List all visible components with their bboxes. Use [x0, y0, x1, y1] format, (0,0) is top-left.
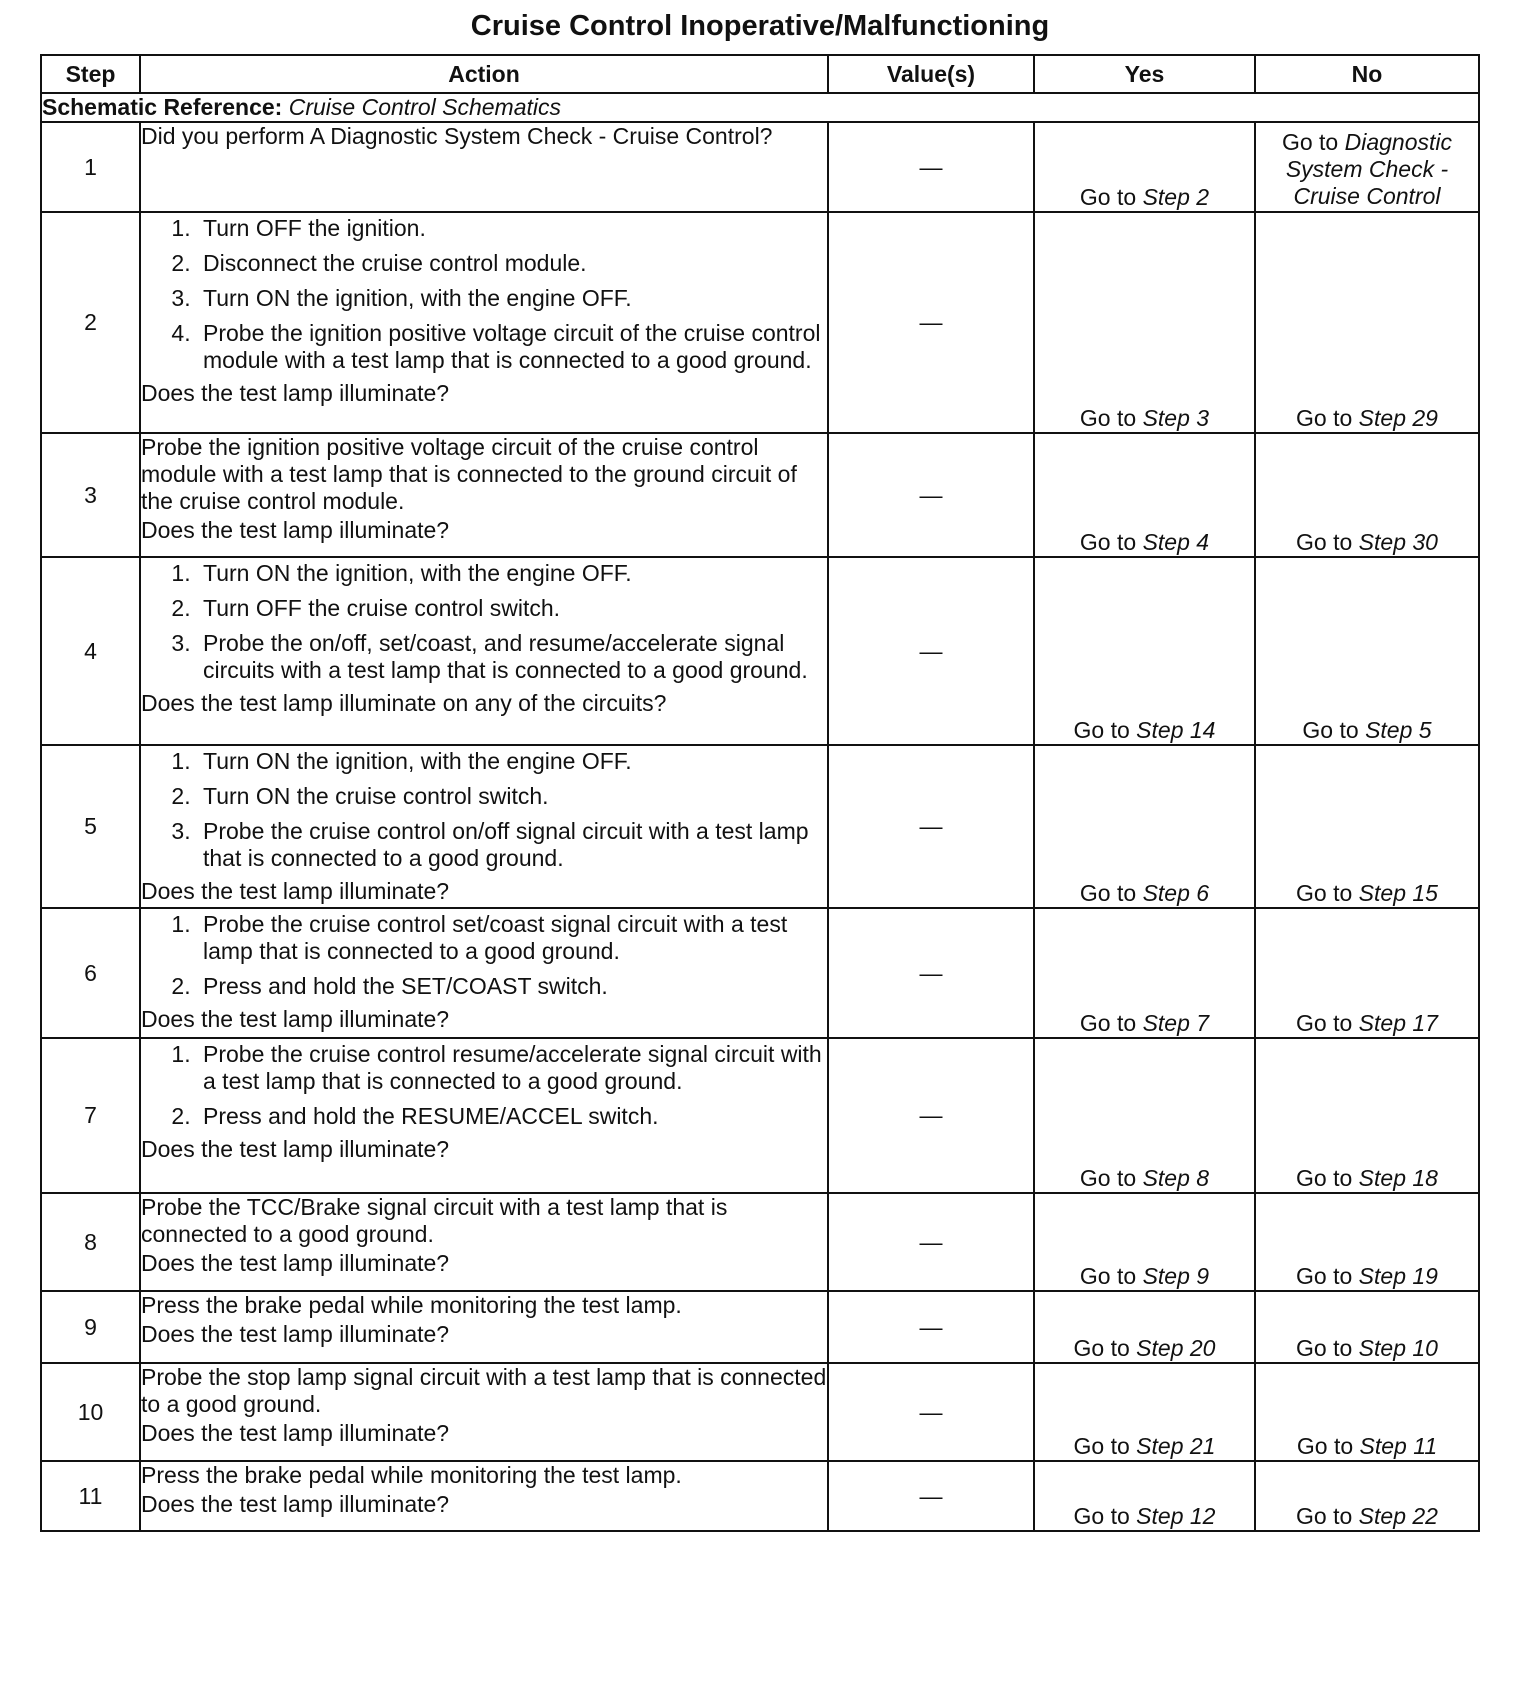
schematic-reference-label: Schematic Reference: — [42, 94, 283, 120]
action-intro: Probe the ignition positive voltage circuit of the cruise control module with a test lamp that is connected to the ground circuit of the cruise control module. — [141, 434, 797, 514]
action-cell — [140, 1291, 828, 1363]
table-row — [41, 122, 1479, 212]
no-goto-prefix: Go to — [1296, 1433, 1360, 1459]
action-question: Does the test lamp illuminate? — [141, 1321, 450, 1347]
yes-goto-target: Step 20 — [1136, 1335, 1216, 1361]
substep-item: 1. Probe the cruise control set/coast signal circuit with a test lamp that is connected to a good ground. — [197, 911, 827, 965]
no-goto-prefix: Go to — [1296, 1010, 1359, 1036]
yes-goto-target: Step 21 — [1136, 1433, 1216, 1459]
substep-list — [141, 215, 827, 374]
value-cell: — — [828, 1038, 1034, 1193]
page-title: Cruise Control Inoperative/Malfunctioning — [470, 10, 1050, 42]
yes-cell — [1034, 212, 1255, 433]
header-step: Step — [41, 55, 140, 93]
substep-item: 2. Turn OFF the cruise control switch. — [197, 595, 827, 622]
yes-goto-target: Step 7 — [1142, 1010, 1210, 1036]
action-question: Does the test lamp illuminate? — [141, 1491, 450, 1517]
action-cell — [140, 557, 828, 745]
step-number: 11 — [41, 1461, 140, 1531]
schematic-reference-value: Cruise Control Schematics — [288, 94, 561, 120]
substep-item: 3. Probe the cruise control on/off signal circuit with a test lamp that is connected to a good ground. — [197, 818, 827, 872]
no-cell — [1255, 557, 1479, 745]
no-cell — [1255, 1038, 1479, 1193]
substep-list — [141, 911, 827, 1000]
no-goto-prefix: Go to — [1302, 717, 1366, 743]
no-cell — [1255, 122, 1479, 212]
no-cell — [1255, 433, 1479, 557]
substep-item: 2. Press and hold the SET/COAST switch. — [197, 973, 827, 1000]
yes-goto-prefix: Go to — [1073, 1503, 1137, 1529]
action-cell — [140, 1193, 828, 1291]
value-cell: — — [828, 1363, 1034, 1461]
table-row — [41, 1193, 1479, 1291]
no-cell — [1255, 908, 1479, 1038]
yes-goto-target: Step 12 — [1136, 1503, 1216, 1529]
action-cell — [140, 433, 828, 557]
no-goto-prefix: Go to — [1296, 1503, 1359, 1529]
action-intro: Did you perform A Diagnostic System Check - Cruise Control? — [141, 123, 773, 149]
yes-goto-target: Step 6 — [1142, 880, 1210, 906]
substep-item: 1. Turn OFF the ignition. — [197, 215, 827, 242]
no-goto-prefix: Go to — [1296, 1263, 1359, 1289]
action-question: Does the test lamp illuminate? — [141, 1420, 450, 1446]
value-cell: — — [828, 1291, 1034, 1363]
no-goto-target: Step 10 — [1358, 1335, 1438, 1361]
yes-goto-target: Step 14 — [1136, 717, 1216, 743]
action-question: Does the test lamp illuminate? — [141, 1006, 450, 1032]
step-number: 9 — [41, 1291, 140, 1363]
no-cell — [1255, 1363, 1479, 1461]
no-goto-prefix: Go to — [1296, 1335, 1359, 1361]
action-cell — [140, 908, 828, 1038]
yes-goto-target: Step 4 — [1142, 529, 1210, 555]
action-intro: Press the brake pedal while monitoring the test lamp. — [141, 1462, 682, 1488]
no-cell — [1255, 212, 1479, 433]
substep-item: 1. Turn ON the ignition, with the engine OFF. — [197, 560, 827, 587]
no-goto-target: Step 17 — [1358, 1010, 1438, 1036]
schematic-reference — [41, 93, 1479, 122]
value-cell: — — [828, 557, 1034, 745]
step-number: 7 — [41, 1038, 140, 1193]
no-cell — [1255, 745, 1479, 908]
no-goto-target: Diagnostic System Check - Cruise Control — [1285, 129, 1453, 209]
substep-item: 1. Turn ON the ignition, with the engine OFF. — [197, 748, 827, 775]
action-question: Does the test lamp illuminate on any of the circuits? — [141, 690, 667, 716]
value-cell: — — [828, 1461, 1034, 1531]
action-intro: Press the brake pedal while monitoring the test lamp. — [141, 1292, 682, 1318]
yes-cell — [1034, 1363, 1255, 1461]
action-question: Does the test lamp illuminate? — [141, 878, 450, 904]
no-goto-target: Step 30 — [1358, 529, 1438, 555]
no-goto-target: Step 29 — [1358, 405, 1438, 431]
table-row — [41, 212, 1479, 433]
yes-goto-target: Step 8 — [1142, 1165, 1210, 1191]
no-goto-prefix: Go to — [1296, 529, 1359, 555]
value-cell: — — [828, 433, 1034, 557]
substep-item: 2. Press and hold the RESUME/ACCEL switch. — [197, 1103, 827, 1130]
yes-cell — [1034, 1038, 1255, 1193]
substep-item: 4. Probe the ignition positive voltage circuit of the cruise control module with a test lamp that is connected to a good ground. — [197, 320, 827, 374]
yes-cell — [1034, 1291, 1255, 1363]
no-goto-target: Step 19 — [1358, 1263, 1438, 1289]
table-row — [41, 1461, 1479, 1531]
action-intro: Probe the stop lamp signal circuit with a test lamp that is connected to a good ground. — [141, 1364, 827, 1417]
yes-cell — [1034, 908, 1255, 1038]
yes-cell — [1034, 433, 1255, 557]
header-no: No — [1255, 55, 1479, 93]
action-cell — [140, 1363, 828, 1461]
step-number: 8 — [41, 1193, 140, 1291]
yes-goto-prefix: Go to — [1079, 405, 1143, 431]
yes-cell — [1034, 1193, 1255, 1291]
yes-goto-prefix: Go to — [1073, 1335, 1137, 1361]
yes-goto-target: Step 3 — [1142, 405, 1210, 431]
no-cell — [1255, 1193, 1479, 1291]
action-question: Does the test lamp illuminate? — [141, 1250, 450, 1276]
table-row — [41, 1038, 1479, 1193]
no-goto-prefix: Go to — [1296, 1165, 1359, 1191]
header-row — [41, 55, 1479, 93]
yes-goto-prefix: Go to — [1079, 1010, 1143, 1036]
no-goto-prefix: Go to — [1296, 880, 1359, 906]
table-row — [41, 745, 1479, 908]
header-yes: Yes — [1034, 55, 1255, 93]
no-goto-target: Step 5 — [1365, 717, 1432, 743]
yes-goto-prefix: Go to — [1079, 529, 1143, 555]
step-number: 10 — [41, 1363, 140, 1461]
table-row — [41, 1363, 1479, 1461]
yes-goto-prefix: Go to — [1073, 717, 1137, 743]
action-cell — [140, 1038, 828, 1193]
yes-cell — [1034, 557, 1255, 745]
yes-goto-prefix: Go to — [1079, 184, 1143, 210]
action-cell — [140, 1461, 828, 1531]
substep-item: 2. Turn ON the cruise control switch. — [197, 783, 827, 810]
substep-item: 2. Disconnect the cruise control module. — [197, 250, 827, 277]
table-row — [41, 1291, 1479, 1363]
step-number: 3 — [41, 433, 140, 557]
no-goto-target: Step 18 — [1358, 1165, 1438, 1191]
no-goto-prefix: Go to — [1296, 405, 1359, 431]
substep-item: 3. Probe the on/off, set/coast, and resume/accelerate signal circuits with a test lamp that is connected to a good ground. — [197, 630, 827, 684]
step-number: 5 — [41, 745, 140, 908]
yes-goto-prefix: Go to — [1073, 1433, 1137, 1459]
yes-cell — [1034, 1461, 1255, 1531]
table-row — [41, 433, 1479, 557]
action-cell — [140, 212, 828, 433]
no-cell — [1255, 1291, 1479, 1363]
value-cell: — — [828, 1193, 1034, 1291]
yes-goto-prefix: Go to — [1079, 880, 1143, 906]
value-cell: — — [828, 212, 1034, 433]
action-question: Does the test lamp illuminate? — [141, 517, 450, 543]
no-goto-target: Step 11 — [1359, 1433, 1438, 1459]
table-row — [41, 908, 1479, 1038]
yes-goto-prefix: Go to — [1079, 1263, 1143, 1289]
substep-list — [141, 748, 827, 872]
yes-cell — [1034, 122, 1255, 212]
header-values: Value(s) — [828, 55, 1034, 93]
yes-goto-target: Step 2 — [1142, 184, 1210, 210]
no-cell — [1255, 1461, 1479, 1531]
step-number: 2 — [41, 212, 140, 433]
substep-list — [141, 1041, 827, 1130]
yes-goto-target: Step 9 — [1142, 1263, 1210, 1289]
diagnostic-table — [40, 54, 1480, 1532]
substep-list — [141, 560, 827, 684]
step-number: 1 — [41, 122, 140, 212]
action-cell — [140, 122, 828, 212]
yes-goto-prefix: Go to — [1079, 1165, 1143, 1191]
no-goto-target: Step 22 — [1358, 1503, 1438, 1529]
no-goto-prefix: Go to — [1281, 129, 1345, 155]
value-cell: — — [828, 908, 1034, 1038]
substep-item: 3. Turn ON the ignition, with the engine OFF. — [197, 285, 827, 312]
step-number: 4 — [41, 557, 140, 745]
action-question: Does the test lamp illuminate? — [141, 380, 450, 406]
header-action: Action — [140, 55, 828, 93]
step-number: 6 — [41, 908, 140, 1038]
no-goto-target: Step 15 — [1358, 880, 1438, 906]
table-row — [41, 557, 1479, 745]
yes-cell — [1034, 745, 1255, 908]
schematic-reference-row — [41, 93, 1479, 122]
substep-item: 1. Probe the cruise control resume/accelerate signal circuit with a test lamp that is connected to a good ground. — [197, 1041, 827, 1095]
value-cell: — — [828, 745, 1034, 908]
action-cell — [140, 745, 828, 908]
value-cell: — — [828, 122, 1034, 212]
action-question: Does the test lamp illuminate? — [141, 1136, 450, 1162]
action-intro: Probe the TCC/Brake signal circuit with a test lamp that is connected to a good ground. — [141, 1194, 728, 1247]
